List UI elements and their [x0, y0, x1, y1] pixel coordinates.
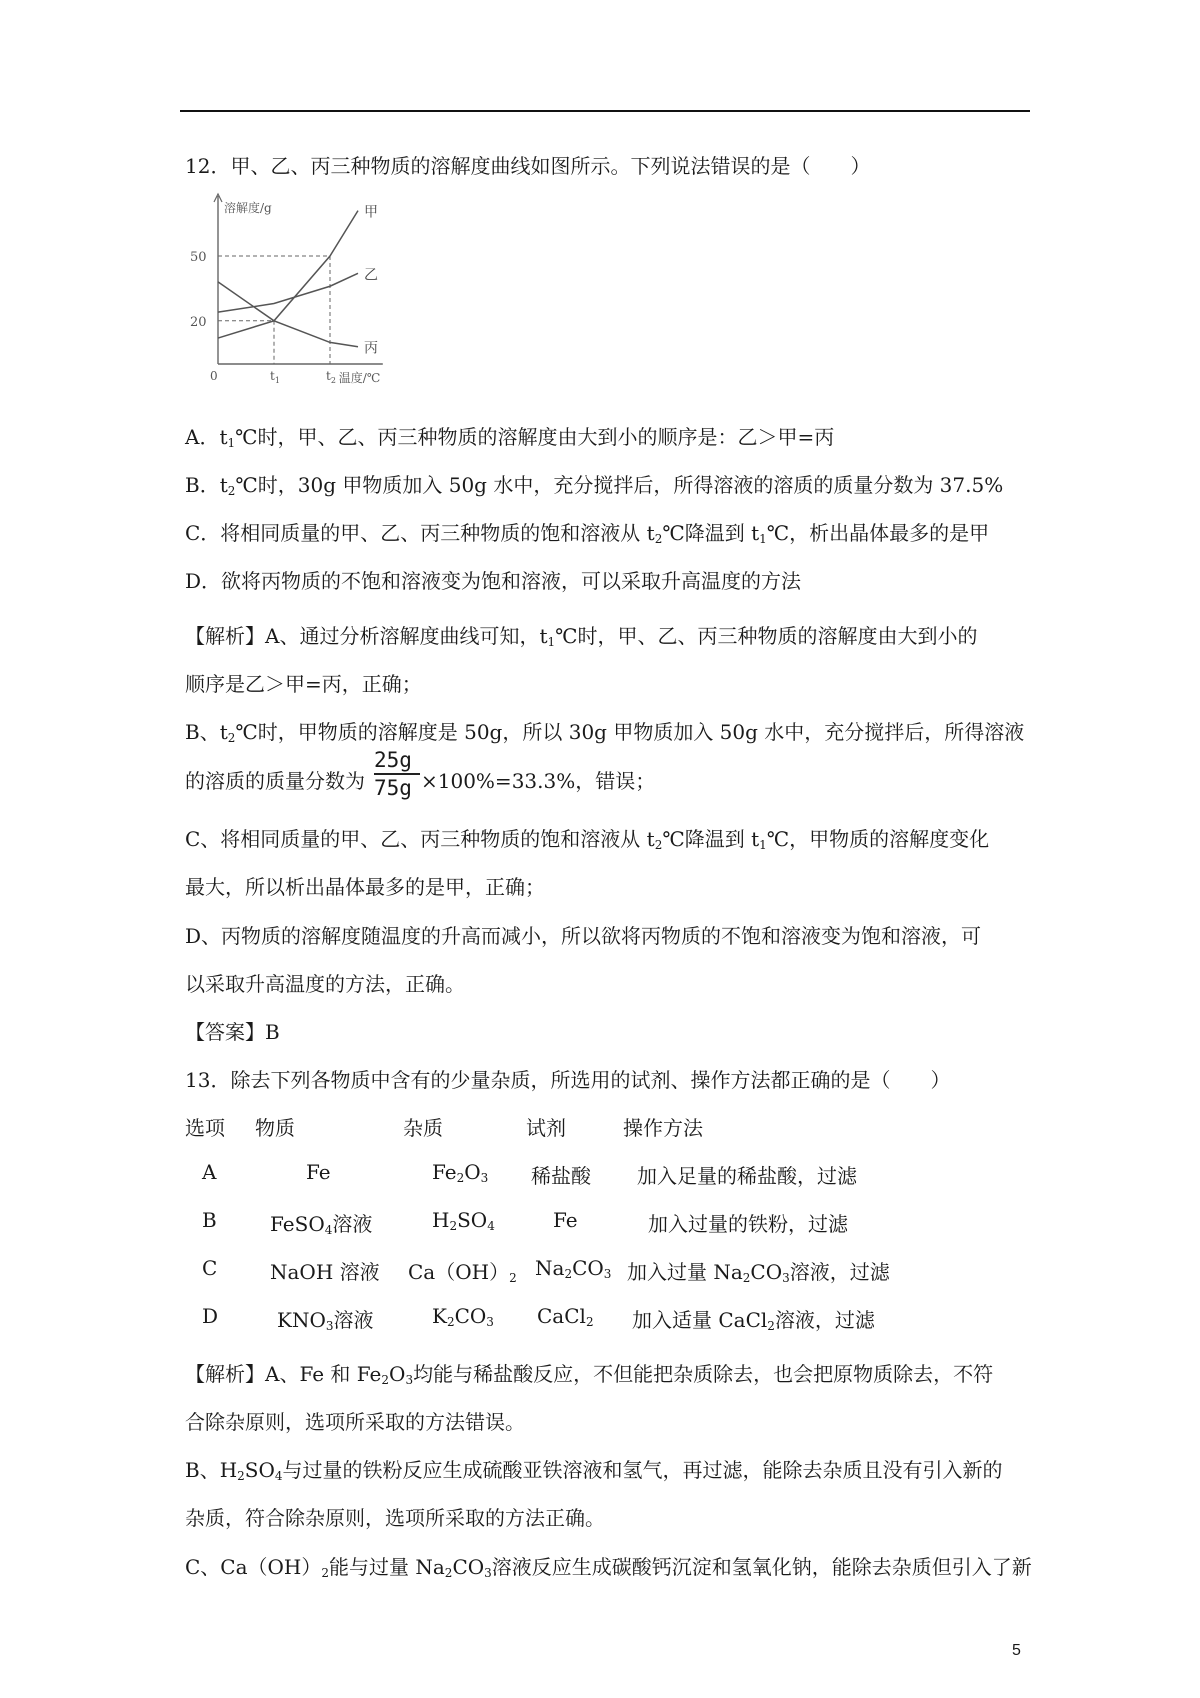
table-row-b-option: B: [202, 1208, 217, 1232]
q12-option-c: C．将相同质量的甲、乙、丙三种物质的饱和溶液从 $t_2℃$降温到 $t_1℃$，析出晶体最多的是甲: [185, 521, 990, 546]
x-axis-label: 温度/℃: [338, 371, 381, 385]
y-axis-label: 溶解度/g: [224, 201, 272, 215]
table-row-c-reagent: $Na_2CO_3$: [535, 1256, 612, 1281]
series-line-3: [218, 282, 358, 347]
origin-label: 0: [210, 369, 218, 383]
q12-analysis-d2: 以采取升高温度的方法，正确。: [185, 972, 465, 996]
y-tick-label: 50: [190, 250, 207, 265]
q12-analysis-a2: 顺序是乙＞甲=丙，正确；: [185, 672, 422, 696]
fraction: [374, 748, 412, 800]
q12-analysis-c2: 最大，所以析出晶体最多的是甲，正确；: [185, 875, 545, 899]
table-header-substance: 物质: [255, 1116, 295, 1140]
x-tick-label: $t_1$: [270, 369, 280, 385]
table-row-a-impurity: $Fe_2O_3$: [432, 1160, 489, 1185]
q12-option-a: A．$t_1℃$时，甲、乙、丙三种物质的溶解度由大到小的顺序是：乙＞甲=丙: [185, 425, 835, 450]
q12-analysis-c1: C、将相同质量的甲、乙、丙三种物质的饱和溶液从 $t_2℃$降温到 $t_1℃$，甲物质的溶解度变化: [185, 827, 990, 852]
fraction-numerator: 25g: [374, 748, 412, 772]
q12-option-b: B．$t_2℃$时，30g 甲物质加入 50g 水中，充分搅拌后，所得溶液的溶质的质量分数为 37.5%: [185, 473, 1004, 498]
table-row-d-reagent: CaCl$_2$: [537, 1304, 594, 1329]
table-row-d-impurity: $K_2CO_3$: [432, 1304, 494, 1329]
solubility-chart: [190, 192, 430, 392]
table-row-c-impurity: $Ca(OH)_2$: [408, 1260, 517, 1285]
table-row-a-operation: 加入足量的稀盐酸，过滤: [637, 1164, 857, 1188]
fraction-bar: [374, 773, 420, 775]
table-row-d-option: D: [202, 1304, 219, 1328]
x-tick-subscript: 2: [330, 376, 336, 385]
table-header-option: 选项: [185, 1116, 225, 1140]
table-row-a-option: A: [202, 1160, 217, 1184]
y-tick-label: 20: [190, 314, 207, 330]
table-row-a-reagent: 稀盐酸: [531, 1164, 591, 1188]
q12-analysis-d1: D、丙物质的溶解度随温度的升高而减小，所以欲将丙物质的不饱和溶液变为饱和溶液，可: [185, 924, 982, 948]
header-rule: [180, 110, 1030, 112]
x-tick-subscript: 1: [274, 376, 280, 385]
table-row-d-substance: $KNO_3$溶液: [277, 1308, 374, 1333]
q12-stem: 12．甲、乙、丙三种物质的溶解度曲线如图所示。下列说法错误的是（ ）: [185, 154, 871, 178]
q13-analysis-b1: B、$H_2SO_4$与过量的铁粉反应生成硫酸亚铁溶液和氢气，再过滤，能除去杂质且没有引入新的: [185, 1458, 1003, 1483]
page-number: 5: [1012, 1642, 1021, 1659]
table-header-reagent: 试剂: [526, 1116, 566, 1140]
series-line-2: [218, 273, 358, 312]
q12-answer: 【答案】B: [185, 1020, 280, 1044]
q13-analysis-b2: 杂质，符合除杂原则，选项所采取的方法正确。: [185, 1506, 605, 1530]
series-line-1: [218, 211, 358, 338]
q13-analysis-a1: 【解析】A、Fe 和 $Fe_2O_3$均能与稀盐酸反应，不但能把杂质除去，也会把原物质除去，不符: [185, 1362, 994, 1387]
fraction-denominator: 75g: [374, 776, 412, 800]
q12-analysis-a1: 【解析】A、通过分析溶解度曲线可知，$t_1℃$时，甲、乙、丙三种物质的溶解度由大到小的: [185, 624, 978, 649]
table-row-b-impurity: $H_2SO_4$: [432, 1208, 495, 1233]
series-label-3: 丙: [364, 340, 378, 357]
q12-option-d: D．欲将丙物质的不饱和溶液变为饱和溶液，可以采取升高温度的方法: [185, 569, 802, 593]
table-row-b-substance: FeSO$_4$溶液: [270, 1212, 373, 1237]
table-header-impurity: 杂质: [403, 1116, 443, 1140]
table-row-b-reagent: Fe: [553, 1208, 578, 1232]
table-row-c-substance: NaOH 溶液: [270, 1260, 380, 1284]
table-header-operation: 操作方法: [623, 1116, 703, 1140]
series-label-2: 乙: [364, 267, 378, 284]
q12-analysis-b2-post: ×100%=33.3%，错误；: [421, 769, 656, 793]
table-row-a-substance: Fe: [306, 1160, 331, 1184]
table-row-c-operation: 加入过量 $Na_2CO_3$溶液，过滤: [627, 1260, 890, 1285]
x-tick-label: $t_2$: [326, 369, 336, 385]
q13-analysis-a2: 合除杂原则，选项所采取的方法错误。: [185, 1410, 525, 1434]
series-label-1: 甲: [364, 204, 378, 221]
q13-analysis-c1: C、$Ca(OH)_2$能与过量 $Na_2CO_3$溶液反应生成碳酸钙沉淀和氢氧化钠，能除去杂质但引入了新: [185, 1555, 1032, 1580]
table-row-d-operation: 加入适量 CaCl$_2$溶液，过滤: [632, 1308, 875, 1333]
table-row-c-option: C: [202, 1256, 218, 1280]
q12-analysis-b1: B、$t_2℃$时，甲物质的溶解度是 50g，所以 30g 甲物质加入 50g 水中，充分搅拌后，所得溶液: [185, 720, 1025, 745]
table-row-b-operation: 加入过量的铁粉，过滤: [648, 1212, 848, 1236]
q13-stem: 13．除去下列各物质中含有的少量杂质，所选用的试剂、操作方法都正确的是（ ）: [185, 1068, 951, 1092]
q12-analysis-b2-pre: 的溶质的质量分数为: [185, 769, 365, 793]
